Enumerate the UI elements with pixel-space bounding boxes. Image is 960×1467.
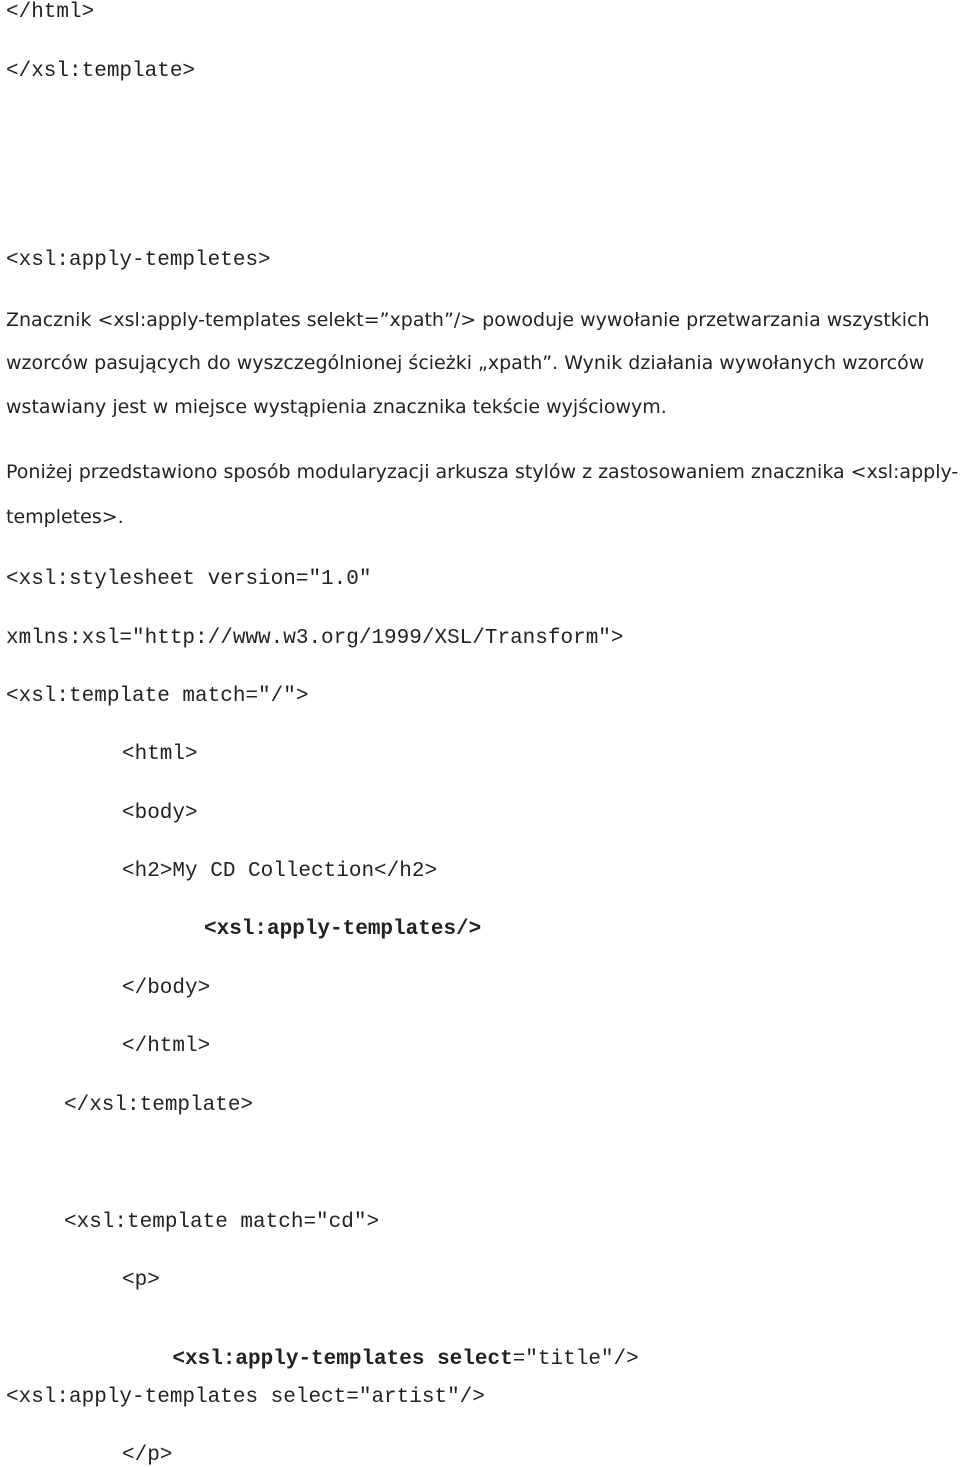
code-line: <xsl:apply-templates/> [204,918,482,941]
code-line [122,1328,639,1391]
code-line: <h2>My CD Collection</h2> [122,860,438,883]
code-line: </html> [6,1,95,24]
code-line: </xsl:template> [64,1094,254,1117]
code-line: </p> [122,1444,173,1467]
code-token: <xsl:apply-templates [172,1348,425,1371]
code-line: </xsl:template> [6,60,196,83]
code-line: <p> [122,1269,160,1292]
code-line: xmlns:xsl="http://www.w3.org/1999/XSL/Transform"> [6,627,624,650]
paragraph-line: wstawiany jest w miejsce wystąpienia znacznika tekście wyjściowym. [6,396,667,418]
code-token: ="title"/> [512,1348,639,1371]
code-line: </body> [122,977,211,1000]
paragraph-line: Znacznik <xsl:apply-templates selekt=”xpath”/> powoduje wywołanie przetwarzania wszystkich [6,309,930,331]
code-line: <body> [122,802,198,825]
code-line: <xsl:apply-templates select="artist"/> [6,1386,485,1409]
code-line: <xsl:template match="/"> [6,685,309,708]
code-line: <html> [122,743,198,766]
paragraph-line: templetes>. [6,506,124,528]
paragraph-line: wzorców pasujących do wyszczególnionej ścieżki „xpath”. Wynik działania wywołanych wzorców [6,352,925,374]
code-line: <xsl:stylesheet version="1.0" [6,568,372,591]
section-heading: <xsl:apply-templetes> [6,249,271,272]
code-token: select [437,1348,513,1371]
code-line: </html> [122,1035,211,1058]
code-line: <xsl:template match="cd"> [64,1211,380,1234]
paragraph-line: Poniżej przedstawiono sposób modularyzacji arkusza stylów z zastosowaniem znacznika <xsl:apply- [6,461,959,483]
